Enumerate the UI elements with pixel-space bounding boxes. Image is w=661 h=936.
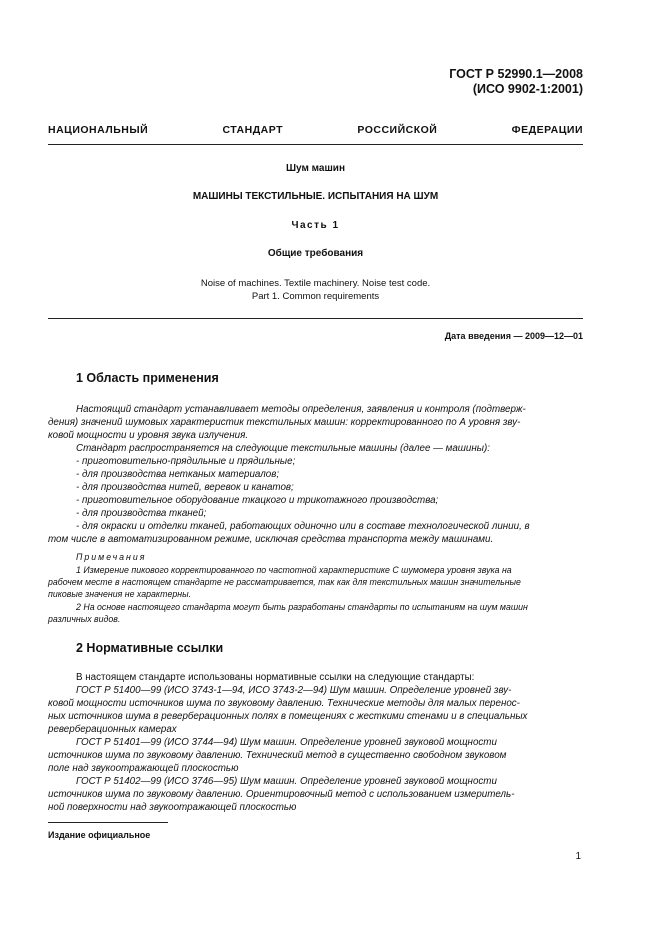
s1-p1-line2: дения) значений шумовых характеристик текстильных машин: корректированного по А уровня зву- <box>48 417 521 428</box>
ref-1-line2: ковой мощности источников шума по звуковому давлению. Технические методы для малых перенос- <box>48 698 520 709</box>
note-1-line1: 1 Измерение пикового корректированного по частотной характеристике С шумомера уровня звука на <box>76 565 512 575</box>
national-standard-banner: НАЦИОНАЛЬНЫЙ СТАНДАРТ РОССИЙСКОЙ ФЕДЕРАЦИИ <box>48 124 583 136</box>
english-title: Noise of machines. Textile machinery. Noise test code. <box>200 278 431 289</box>
s1-p1-line3: ковой мощности и уровня звука излучения. <box>48 430 249 441</box>
ref-2-line1: ГОСТ Р 51401—99 (ИСО 3744—94) Шум машин. Определение уровней звуковой мощности <box>76 737 497 748</box>
note-2-line1: 2 На основе настоящего стандарта могут быть разработаны стандарты по испытаниям на шум машин <box>76 602 528 612</box>
s1-p1-line1: Настоящий стандарт устанавливает методы определения, заявления и контроля (подтверж- <box>76 404 526 415</box>
list-item: - приготовительно-прядильные и прядильные; <box>76 456 296 467</box>
ref-3-line3: ной поверхности над звукоотражающей плоскостью <box>48 802 297 813</box>
note-2-line2: различных видов. <box>48 614 121 624</box>
middle-rule <box>48 318 583 319</box>
list-item: - для окраски и отделки тканей, работающих одиночно или в составе технологической линии, в <box>76 521 530 532</box>
part-title: Часть 1 <box>291 220 340 231</box>
english-part: Part 1. Common requirements <box>251 291 380 302</box>
ref-3-line2: источников шума по звуковому давлению. Ориентировочный метод с использованием измеритель- <box>48 789 515 800</box>
top-rule <box>48 144 583 145</box>
edition-label: Издание официальное <box>48 830 151 840</box>
standard-number: ГОСТ Р 52990.1—2008 <box>449 67 583 81</box>
notes-title: Примечания <box>76 552 147 562</box>
introduction-date: Дата введения — 2009—12—01 <box>444 331 583 341</box>
list-item: - для производства нитей, веревок и канатов; <box>76 482 294 493</box>
main-title: МАШИНЫ ТЕКСТИЛЬНЫЕ. ИСПЫТАНИЯ НА ШУМ <box>192 191 439 202</box>
note-1-line2: рабочем месте в настоящем стандарте не рассматривается, так как для текстильных машин значительные <box>48 577 521 587</box>
footer-rule <box>48 822 168 823</box>
list-item-continuation: том числе в автоматизированном режиме, исключая средства транспорта между машинами. <box>48 534 494 545</box>
ref-2-line3: поле над звукоотражающей плоскостью <box>48 763 239 774</box>
list-item: - для производства тканей; <box>76 508 207 519</box>
iso-number: (ИСО 9902-1:2001) <box>472 82 583 96</box>
ref-3-line1: ГОСТ Р 51402—99 (ИСО 3746—95) Шум машин. Определение уровней звуковой мощности <box>76 776 497 787</box>
section-1-heading: 1 Область применения <box>76 371 219 385</box>
page-number: 1 <box>575 851 581 862</box>
ref-1-line1: ГОСТ Р 51400—99 (ИСО 3743-1—94, ИСО 3743-2—94) Шум машин. Определение уровней зву- <box>76 685 512 696</box>
ref-1-line3: ных источников шума в реверберационных полях в помещениях с жесткими стенами и в специальных <box>48 711 528 722</box>
group-title: Шум машин <box>285 163 345 174</box>
section-2-heading: 2 Нормативные ссылки <box>76 641 224 655</box>
subtitle: Общие требования <box>267 248 364 259</box>
ref-1-line4: реверберационных камерах <box>48 724 177 735</box>
ref-2-line2: источников шума по звуковому давлению. Технический метод в существенно свободном звуковом <box>48 750 507 761</box>
list-item: - приготовительное оборудование ткацкого и трикотажного производства; <box>76 495 439 506</box>
s2-intro: В настоящем стандарте использованы нормативные ссылки на следующие стандарты: <box>76 672 475 683</box>
s1-p2: Стандарт распространяется на следующие текстильные машины (далее — машины): <box>76 443 490 454</box>
note-1-line3: пиковые значения не характерны. <box>48 589 192 599</box>
list-item: - для производства нетканых материалов; <box>76 469 280 480</box>
